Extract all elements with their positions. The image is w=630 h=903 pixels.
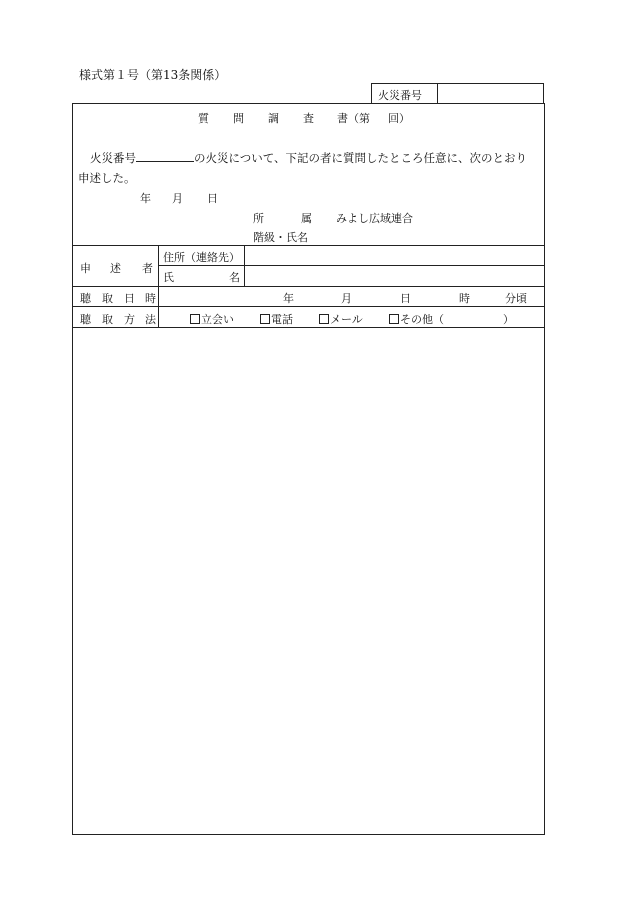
rank-name-label: 階級・氏名 <box>253 231 308 244</box>
checkbox-icon[interactable] <box>260 314 270 324</box>
method-option-label: その他（ <box>400 313 444 326</box>
fire-number-label: 火災番号 <box>378 89 422 102</box>
fire-number-blank[interactable] <box>136 150 194 162</box>
table-rule <box>72 245 545 246</box>
address-label: 住所（連絡先） <box>163 251 240 264</box>
method-option-label: メール <box>330 313 363 326</box>
hearing-method-label: 取 <box>102 313 113 326</box>
title-char: 調 <box>268 112 279 125</box>
title-char: 書（第 <box>337 112 370 125</box>
table-rule <box>158 265 545 266</box>
name-field[interactable] <box>246 267 543 285</box>
affiliation-value: みよし広域連合 <box>336 212 413 225</box>
datetime-minute-unit: 分頃 <box>505 292 527 305</box>
method-option-email[interactable] <box>319 311 363 327</box>
statement-content-area[interactable] <box>74 329 543 833</box>
hearing-datetime-label: 日 <box>124 292 135 305</box>
date-day: 日 <box>207 192 218 205</box>
declarant-label: 申 <box>80 262 91 275</box>
datetime-hour-unit: 時 <box>459 292 470 305</box>
title-char: 問 <box>233 112 244 125</box>
affiliation-label: 属 <box>301 212 312 225</box>
hearing-method-label: 方 <box>124 313 135 326</box>
title-char: 査 <box>303 112 314 125</box>
hearing-method-label: 聴 <box>80 313 91 326</box>
date-month: 月 <box>172 192 183 205</box>
method-option-in-person[interactable] <box>190 311 234 327</box>
declarant-label: 述 <box>110 262 121 275</box>
checkbox-icon[interactable] <box>319 314 329 324</box>
hearing-datetime-label: 時 <box>145 292 156 305</box>
checkbox-icon[interactable] <box>389 314 399 324</box>
name-label: 名 <box>229 271 240 284</box>
date-year: 年 <box>140 192 151 205</box>
method-close-paren: ） <box>503 313 514 326</box>
hearing-method-label: 法 <box>145 313 156 326</box>
checkbox-icon[interactable] <box>190 314 200 324</box>
affiliation-label: 所 <box>253 212 264 225</box>
statement-prefix: 火災番号 <box>90 151 136 165</box>
statement-line-1 <box>90 150 527 166</box>
method-option-label: 立会い <box>201 313 234 326</box>
hearing-datetime-label: 聴 <box>80 292 91 305</box>
fire-number-divider <box>437 83 438 103</box>
declarant-label: 者 <box>142 262 153 275</box>
table-rule <box>244 245 245 286</box>
title-char: 質 <box>198 112 209 125</box>
statement-suffix: の火災について、下記の者に質問したところ任意に、次のとおり <box>194 151 528 165</box>
datetime-month-unit: 月 <box>341 292 352 305</box>
table-rule <box>158 245 159 327</box>
datetime-day-unit: 日 <box>400 292 411 305</box>
table-rule <box>72 327 545 328</box>
address-field[interactable] <box>246 247 543 264</box>
method-option-phone[interactable] <box>260 311 293 327</box>
datetime-year-unit: 年 <box>283 292 294 305</box>
method-option-label: 電話 <box>271 313 293 326</box>
title-char: 回） <box>388 112 410 125</box>
form-number-label: 様式第１号（第13条関係） <box>79 68 227 82</box>
method-option-other[interactable] <box>389 311 444 327</box>
table-rule <box>72 306 545 307</box>
statement-line-2: 申述した。 <box>78 171 136 185</box>
name-label: 氏 <box>163 271 174 284</box>
table-rule <box>72 286 545 287</box>
hearing-datetime-label: 取 <box>102 292 113 305</box>
